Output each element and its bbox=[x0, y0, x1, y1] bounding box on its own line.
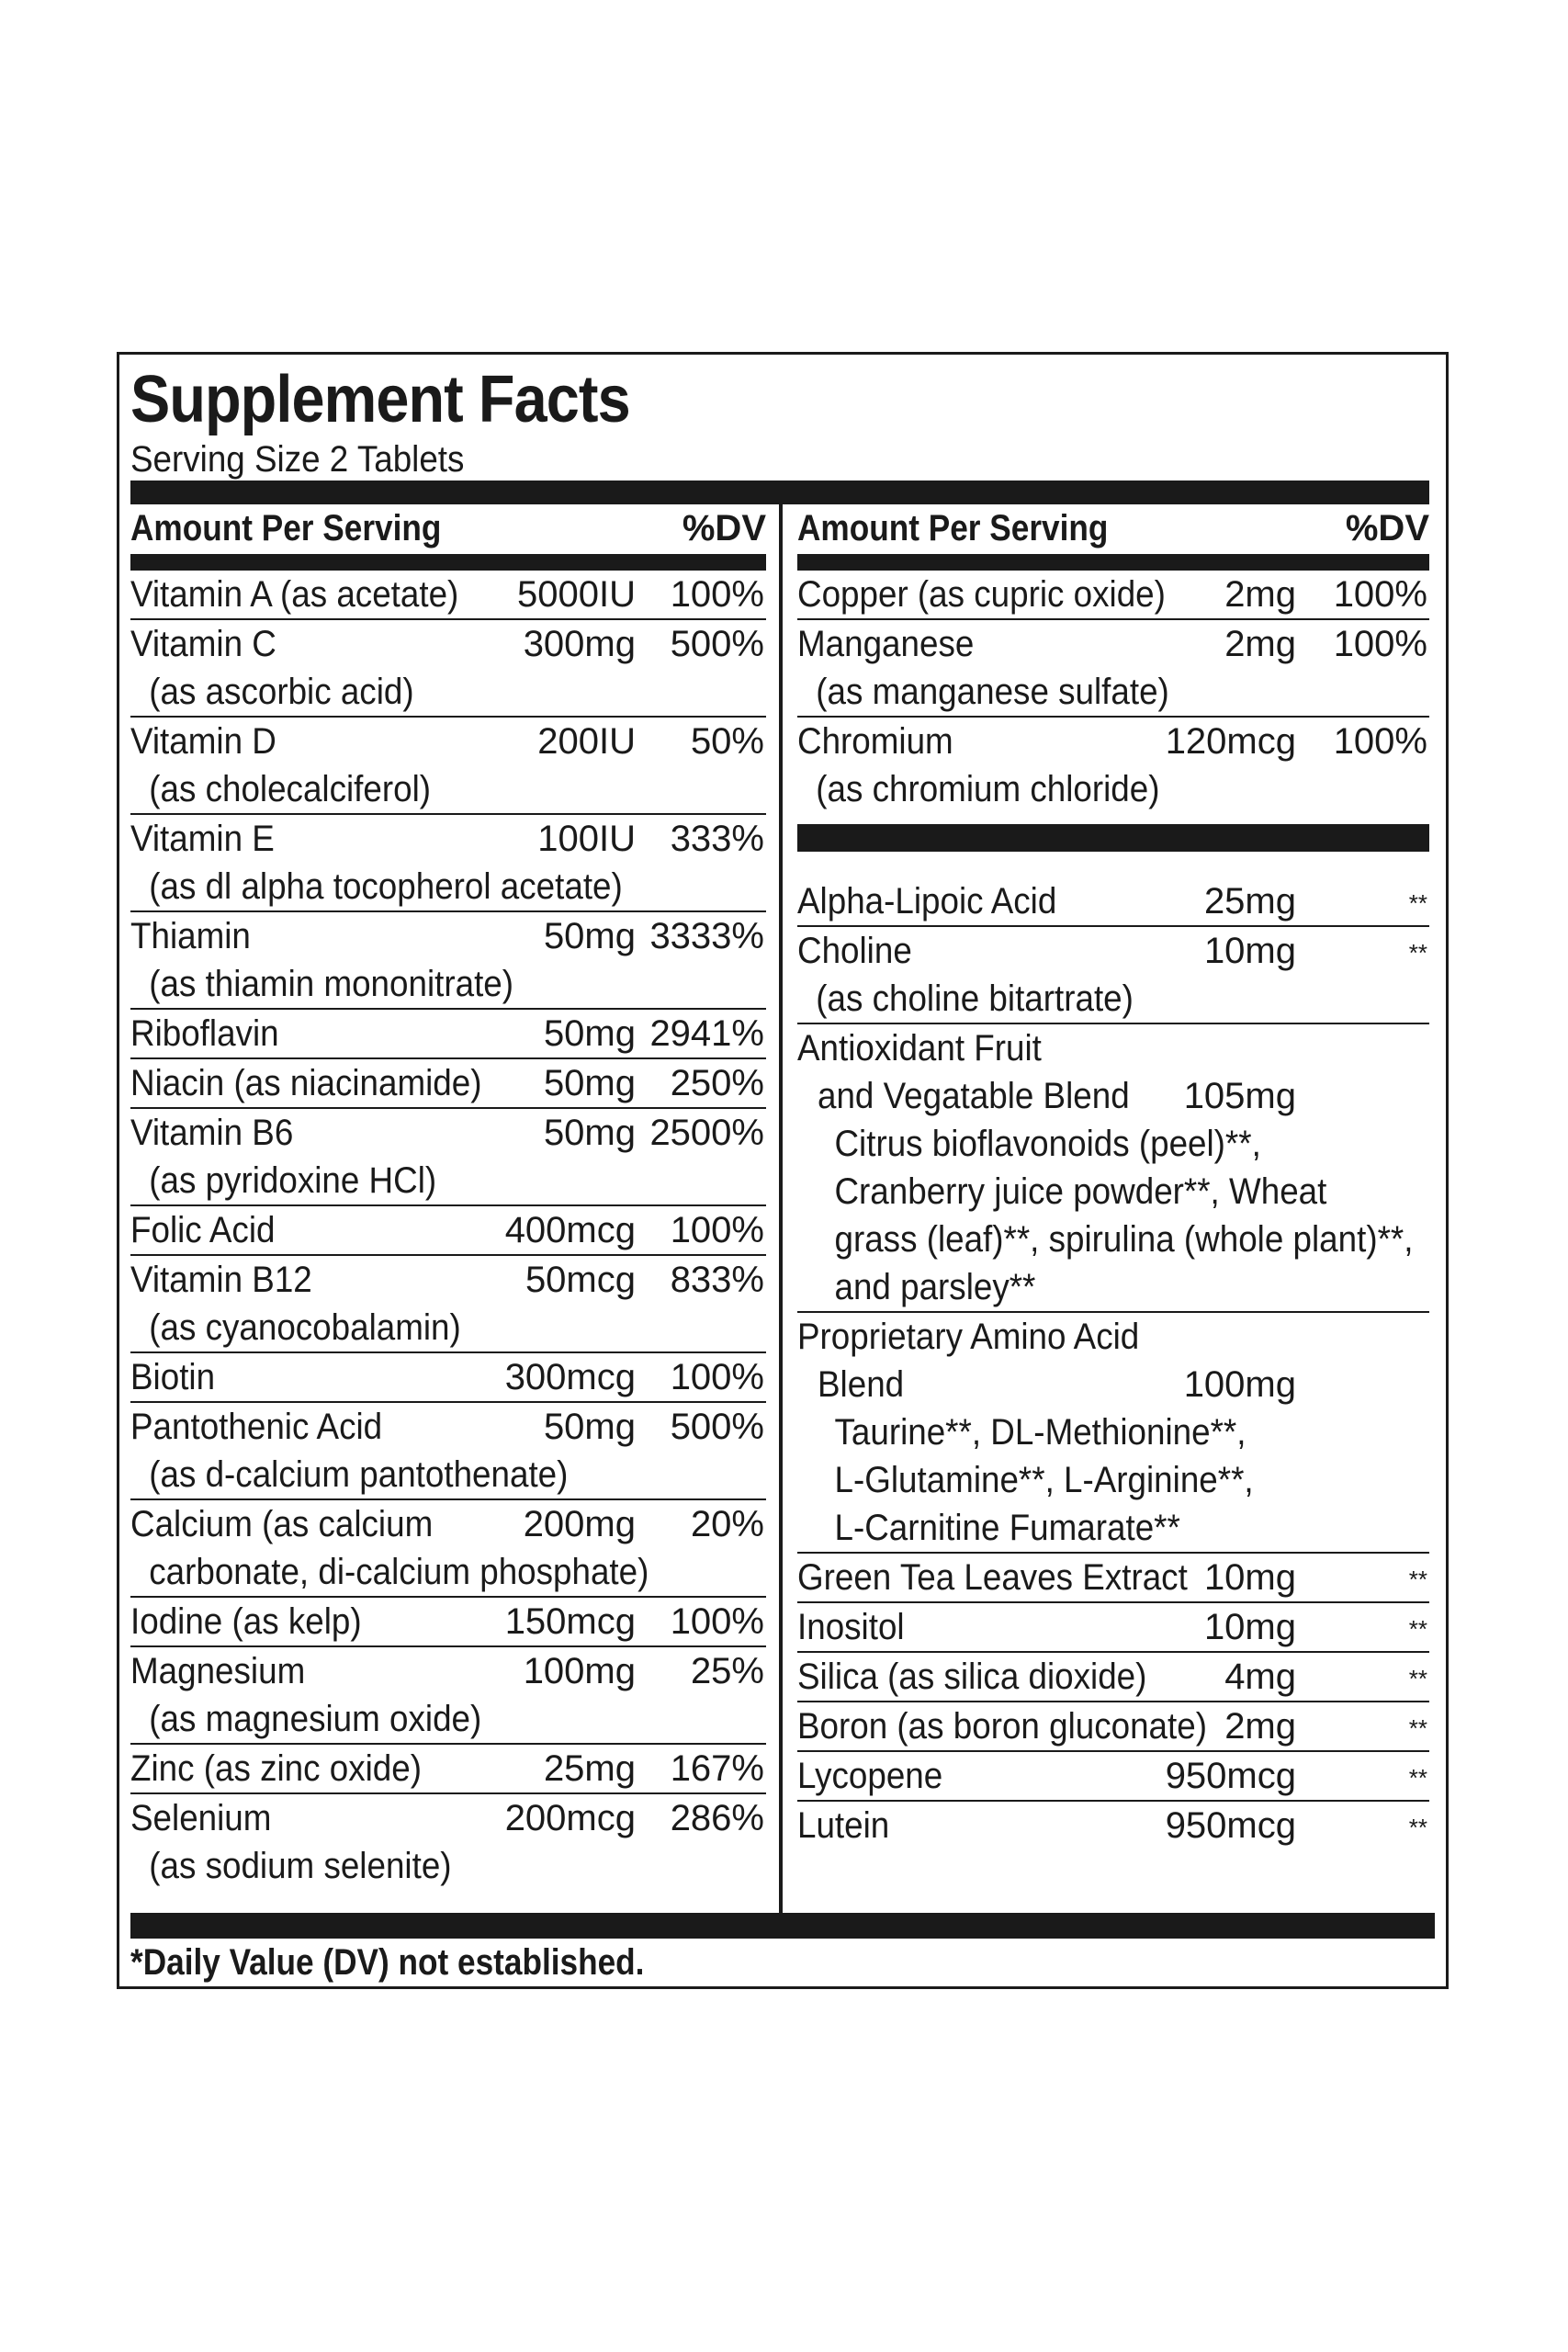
nutrient-amount: 50mg bbox=[543, 916, 636, 956]
nutrient-name: Green Tea Leaves Extract bbox=[797, 1557, 1188, 1598]
nutrient-name: Vitamin B6 bbox=[130, 1113, 294, 1153]
dv-label: %DV bbox=[1345, 508, 1429, 548]
right-column bbox=[797, 504, 1429, 1849]
nutrient-dv: ** bbox=[1408, 1764, 1427, 1792]
nutrient-row bbox=[797, 1554, 1429, 1603]
nutrient-amount: 100mg bbox=[523, 1651, 636, 1691]
nutrient-dv: ** bbox=[1408, 889, 1427, 917]
nutrient-amount: 25mg bbox=[543, 1748, 636, 1789]
nutrient-row bbox=[797, 571, 1429, 620]
nutrient-name: Chromium bbox=[797, 721, 953, 762]
nutrient-amount: 100IU bbox=[537, 819, 636, 859]
nutrient-name: Pantothenic Acid bbox=[130, 1407, 383, 1447]
nutrient-amount: 300mcg bbox=[504, 1357, 636, 1397]
nutrient-amount: 50mg bbox=[543, 1063, 636, 1103]
nutrient-row-alpha-lipoic-acid bbox=[797, 877, 1429, 927]
nutrient-dv: 20% bbox=[690, 1504, 764, 1544]
nutrient-dv: 833% bbox=[670, 1260, 764, 1300]
nutrient-amount: 300mg bbox=[523, 624, 636, 664]
nutrient-row bbox=[797, 1653, 1429, 1702]
nutrient-row bbox=[130, 1794, 766, 1890]
daily-value-footnote: *Daily Value (DV) not established. bbox=[130, 1942, 645, 1983]
nutrient-source: (as dl alpha tocopherol acetate) bbox=[149, 866, 623, 907]
column-divider bbox=[779, 504, 783, 1913]
nutrient-dv: 100% bbox=[670, 1601, 764, 1642]
nutrient-row bbox=[130, 1745, 766, 1794]
blend-ingredients: Taurine**, DL-Methionine**, bbox=[834, 1412, 1247, 1453]
nutrient-row bbox=[797, 1702, 1429, 1752]
nutrient-dv: 333% bbox=[670, 819, 764, 859]
nutrient-amount: 200mg bbox=[523, 1504, 636, 1544]
blend-amount: 105mg bbox=[1183, 1076, 1296, 1116]
dv-label: %DV bbox=[682, 508, 766, 548]
nutrient-row bbox=[797, 1603, 1429, 1653]
nutrient-name: Vitamin E bbox=[130, 819, 275, 859]
nutrient-dv: 2500% bbox=[649, 1113, 764, 1153]
nutrient-row bbox=[130, 815, 766, 912]
nutrient-name: Boron (as boron gluconate) bbox=[797, 1706, 1207, 1747]
nutrient-name: Vitamin A (as acetate) bbox=[130, 574, 459, 615]
heavy-rule-bottom bbox=[130, 1913, 1435, 1939]
nutrient-dv: ** bbox=[1408, 1566, 1427, 1593]
nutrient-amount: 2mg bbox=[1224, 624, 1296, 664]
nutrient-amount: 150mcg bbox=[504, 1601, 636, 1642]
nutrient-amount: 4mg bbox=[1224, 1657, 1296, 1697]
blend-name-line2: Blend bbox=[818, 1364, 905, 1405]
supplement-facts-panel bbox=[117, 352, 1449, 1989]
nutrient-amount: 50mg bbox=[543, 1407, 636, 1447]
blend-name: Antioxidant Fruit bbox=[797, 1028, 1042, 1069]
blend-ingredients: and parsley** bbox=[834, 1267, 1036, 1307]
nutrient-source: (as thiamin mononitrate) bbox=[149, 964, 514, 1004]
nutrient-source: (as pyridoxine HCl) bbox=[149, 1160, 437, 1201]
serving-size: Serving Size 2 Tablets bbox=[130, 439, 465, 480]
nutrient-name: Vitamin C bbox=[130, 624, 276, 664]
left-nutrient-list bbox=[130, 571, 766, 1890]
amount-per-serving-label: Amount Per Serving bbox=[797, 508, 1109, 548]
nutrient-row bbox=[130, 571, 766, 620]
nutrient-row bbox=[797, 620, 1429, 718]
nutrient-amount: 50mcg bbox=[525, 1260, 636, 1300]
nutrient-name: Vitamin D bbox=[130, 721, 276, 762]
blend-ingredients: L-Glutamine**, L-Arginine**, bbox=[834, 1460, 1254, 1500]
heavy-rule-middle bbox=[797, 824, 1429, 852]
nutrient-name: Calcium (as calcium bbox=[130, 1504, 434, 1544]
nutrient-amount: 10mg bbox=[1203, 1557, 1296, 1598]
nutrient-dv: ** bbox=[1408, 1814, 1427, 1841]
nutrient-name: Iodine (as kelp) bbox=[130, 1601, 362, 1642]
blend-ingredients: Citrus bioflavonoids (peel)**, bbox=[834, 1124, 1261, 1164]
nutrient-amount: 10mg bbox=[1203, 1607, 1296, 1647]
nutrient-amount: 120mcg bbox=[1165, 721, 1296, 762]
nutrient-row bbox=[130, 1353, 766, 1403]
nutrient-row bbox=[797, 1802, 1429, 1849]
nutrient-name: Manganese bbox=[797, 624, 975, 664]
nutrient-amount: 200mcg bbox=[504, 1798, 636, 1838]
nutrient-source: (as manganese sulfate) bbox=[816, 672, 1169, 712]
heavy-rule-top bbox=[130, 481, 1429, 504]
nutrient-row-choline bbox=[797, 927, 1429, 1024]
nutrient-name: Inositol bbox=[797, 1607, 905, 1647]
nutrient-name: Riboflavin bbox=[130, 1013, 279, 1054]
nutrient-name: Lycopene bbox=[797, 1756, 943, 1796]
nutrient-amount: 5000IU bbox=[517, 574, 636, 615]
nutrient-source: (as choline bitartrate) bbox=[816, 978, 1134, 1019]
nutrient-name: Niacin (as niacinamide) bbox=[130, 1063, 482, 1103]
nutrient-dv: 50% bbox=[690, 721, 764, 762]
nutrient-name: Copper (as cupric oxide) bbox=[797, 574, 1166, 615]
nutrient-amount: 2mg bbox=[1224, 574, 1296, 615]
nutrient-amount: 950mcg bbox=[1165, 1805, 1296, 1846]
nutrient-dv: 3333% bbox=[649, 916, 764, 956]
nutrient-name: Biotin bbox=[130, 1357, 216, 1397]
nutrient-dv: 167% bbox=[670, 1748, 764, 1789]
nutrient-row bbox=[130, 1109, 766, 1206]
nutrient-row bbox=[130, 912, 766, 1010]
nutrient-row bbox=[130, 1059, 766, 1109]
nutrient-row bbox=[797, 718, 1429, 813]
blend-row-amino-acid bbox=[797, 1313, 1429, 1554]
nutrient-dv: 500% bbox=[670, 624, 764, 664]
nutrient-dv: 25% bbox=[690, 1651, 764, 1691]
nutrient-row bbox=[130, 1647, 766, 1745]
nutrient-dv: 100% bbox=[1333, 721, 1427, 762]
nutrient-dv: 100% bbox=[1333, 574, 1427, 615]
blend-name: Proprietary Amino Acid bbox=[797, 1317, 1140, 1357]
left-column bbox=[130, 504, 766, 1890]
nutrient-row bbox=[130, 1206, 766, 1256]
nutrient-row bbox=[130, 718, 766, 815]
nutrient-amount: 400mcg bbox=[504, 1210, 636, 1250]
nutrient-row bbox=[130, 1403, 766, 1500]
nutrient-name: Selenium bbox=[130, 1798, 272, 1838]
nutrient-row bbox=[130, 1598, 766, 1647]
nutrient-name: Thiamin bbox=[130, 916, 251, 956]
nutrient-amount: 200IU bbox=[537, 721, 636, 762]
right-column-header bbox=[797, 504, 1429, 571]
blend-ingredients: Cranberry juice powder**, Wheat bbox=[834, 1171, 1327, 1212]
nutrient-amount: 25mg bbox=[1203, 881, 1296, 922]
nutrient-dv: ** bbox=[1408, 1714, 1427, 1742]
nutrient-name: Lutein bbox=[797, 1805, 890, 1846]
nutrient-source: (as ascorbic acid) bbox=[149, 672, 414, 712]
nutrient-dv: ** bbox=[1408, 1615, 1427, 1643]
nutrient-source: (as d-calcium pantothenate) bbox=[149, 1454, 569, 1495]
nutrient-dv: 2941% bbox=[649, 1013, 764, 1054]
nutrient-amount: 2mg bbox=[1224, 1706, 1296, 1747]
nutrient-row bbox=[130, 620, 766, 718]
nutrient-source: (as sodium selenite) bbox=[149, 1846, 452, 1886]
nutrient-source: (as cholecalciferol) bbox=[149, 769, 432, 809]
nutrient-dv: 100% bbox=[670, 1357, 764, 1397]
nutrient-dv: ** bbox=[1408, 939, 1427, 967]
left-column-header bbox=[130, 504, 766, 571]
nutrient-name: Choline bbox=[797, 931, 912, 971]
nutrient-amount: 950mcg bbox=[1165, 1756, 1296, 1796]
right-other-ingredients bbox=[797, 1554, 1429, 1849]
panel-title: Supplement Facts bbox=[130, 363, 630, 436]
right-nutrient-list bbox=[797, 571, 1429, 813]
nutrient-dv: 286% bbox=[670, 1798, 764, 1838]
nutrient-name: Alpha-Lipoic Acid bbox=[797, 881, 1057, 922]
nutrient-row bbox=[797, 1752, 1429, 1802]
nutrient-name: Vitamin B12 bbox=[130, 1260, 312, 1300]
nutrient-source: (as magnesium oxide) bbox=[149, 1699, 482, 1739]
nutrient-amount: 50mg bbox=[543, 1113, 636, 1153]
nutrient-dv: 250% bbox=[670, 1063, 764, 1103]
nutrient-row bbox=[130, 1256, 766, 1353]
nutrient-amount: 50mg bbox=[543, 1013, 636, 1054]
nutrient-name: Zinc (as zinc oxide) bbox=[130, 1748, 422, 1789]
nutrient-source: (as cyanocobalamin) bbox=[149, 1307, 461, 1348]
nutrient-source: carbonate, di-calcium phosphate) bbox=[149, 1552, 649, 1592]
blend-name-line2: and Vegatable Blend bbox=[818, 1076, 1130, 1116]
blend-ingredients: L-Carnitine Fumarate** bbox=[834, 1508, 1180, 1548]
nutrient-row bbox=[130, 1010, 766, 1059]
nutrient-dv: ** bbox=[1408, 1665, 1427, 1692]
nutrient-dv: 500% bbox=[670, 1407, 764, 1447]
nutrient-name: Magnesium bbox=[130, 1651, 306, 1691]
nutrient-row bbox=[130, 1500, 766, 1598]
amount-per-serving-label: Amount Per Serving bbox=[130, 508, 442, 548]
nutrient-dv: 100% bbox=[1333, 624, 1427, 664]
nutrient-amount: 10mg bbox=[1203, 931, 1296, 971]
nutrient-dv: 100% bbox=[670, 574, 764, 615]
nutrient-source: (as chromium chloride) bbox=[816, 769, 1160, 809]
nutrient-dv: 100% bbox=[670, 1210, 764, 1250]
nutrient-name: Folic Acid bbox=[130, 1210, 276, 1250]
blend-ingredients: grass (leaf)**, spirulina (whole plant)**, bbox=[834, 1219, 1414, 1260]
nutrient-name: Silica (as silica dioxide) bbox=[797, 1657, 1147, 1697]
blend-row-antioxidant bbox=[797, 1024, 1429, 1313]
blend-amount: 100mg bbox=[1183, 1364, 1296, 1405]
